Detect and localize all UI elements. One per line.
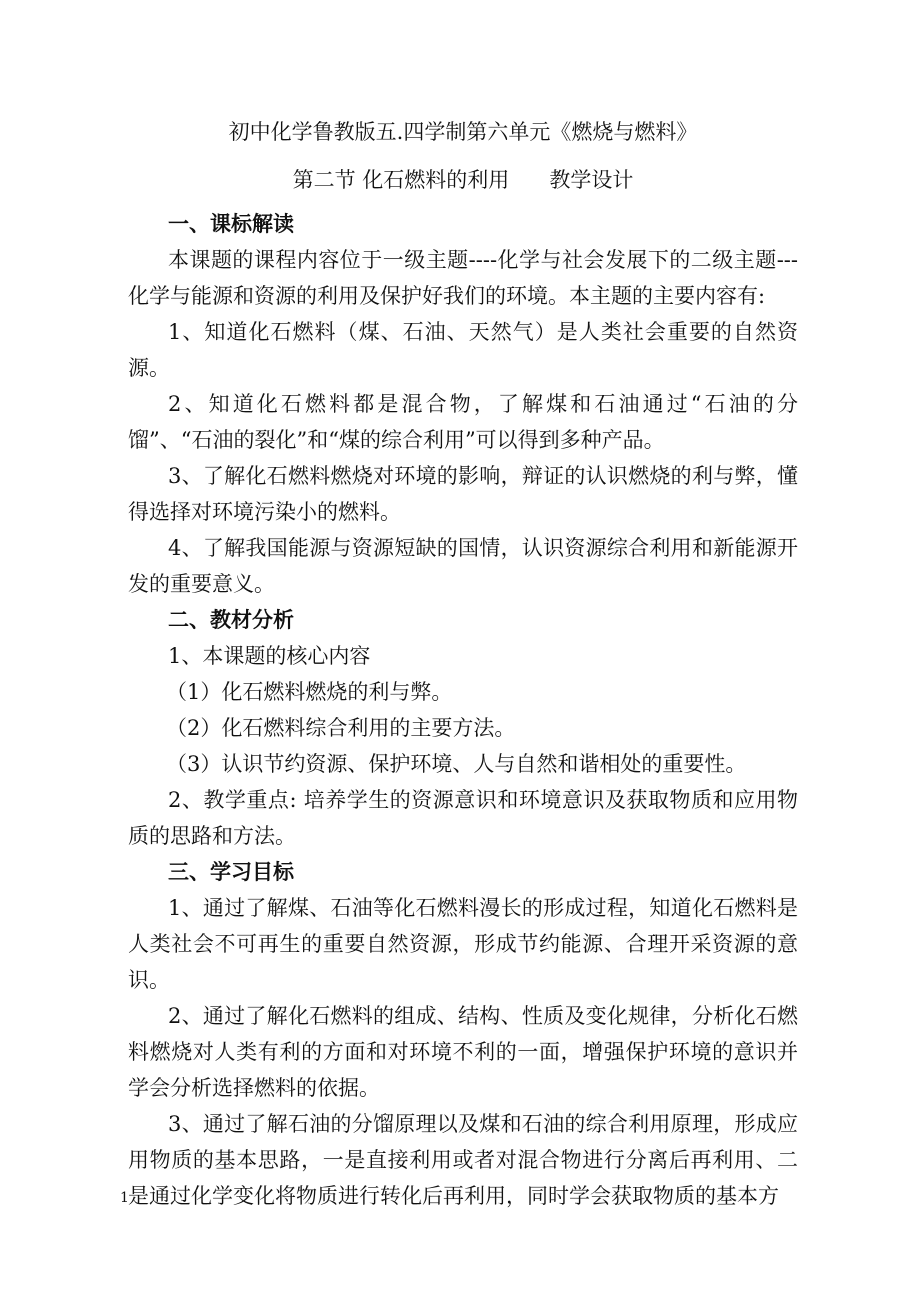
- list-item: 1、通过了解煤、石油等化石燃料漫长的形成过程，知道化石燃料是人类社会不可再生的重要自然资源，形成节约能源、合理开采资源的意识。: [128, 896, 798, 992]
- list-item: 1、知道化石燃料（煤、石油、天然气）是人类社会重要的自然资源。: [128, 320, 798, 380]
- document-title: 初中化学鲁教版五.四学制第六单元《燃烧与燃料》: [228, 120, 698, 144]
- list-item: 2、知道化石燃料都是混合物，了解煤和石油通过“石油的分馏”、“石油的裂化”和“煤的综合利用”可以得到多种产品。: [128, 392, 798, 452]
- list-item: 2、通过了解化石燃料的组成、结构、性质及变化规律，分析化石燃料燃烧对人类有利的方面和对环境不利的一面，增强保护环境的意识并学会分析选择燃料的依据。: [128, 1004, 798, 1100]
- paragraph: 本课题的课程内容位于一级主题----化学与社会发展下的二级主题---化学与能源和资源的利用及保护好我们的环境。本主题的主要内容有:: [128, 248, 798, 308]
- document-subtitle: 第二节 化石燃料的利用 教学设计: [292, 168, 634, 192]
- list-item: 2、教学重点: 培养学生的资源意识和环境意识及获取物质和应用物质的思路和方法。: [128, 788, 798, 848]
- list-item: 1、本课题的核心内容: [168, 644, 371, 668]
- list-item: 3、了解化石燃料燃烧对环境的影响，辩证的认识燃烧的利与弊，懂得选择对环境污染小的燃料。: [128, 464, 798, 524]
- section-curriculum: [128, 206, 798, 602]
- section-learning-objectives: [128, 854, 798, 1214]
- list-item: 3、通过了解石油的分馏原理以及煤和石油的综合利用原理，形成应用物质的基本思路，一是直接利用或者对混合物进行分离后再利用、二是通过化学变化将物质进行转化后再利用，同时学会获取物质的基本方: [128, 1112, 798, 1208]
- document-page: [128, 108, 798, 1214]
- sub-list-item: （3）认识节约资源、保护环境、人与自然和谐相处的重要性。: [166, 752, 747, 776]
- section-heading: 一、课标解读: [168, 211, 294, 236]
- sub-list-item: （2）化石燃料综合利用的主要方法。: [166, 716, 516, 740]
- section-textbook-analysis: [128, 602, 798, 854]
- sub-list-item: （1）化石燃料燃烧的利与弊。: [166, 680, 453, 704]
- section-heading: 三、学习目标: [168, 859, 294, 884]
- page-number: 1: [120, 1190, 129, 1206]
- section-heading: 二、教材分析: [168, 607, 294, 632]
- list-item: 4、了解我国能源与资源短缺的国情，认识资源综合利用和新能源开发的重要意义。: [128, 536, 798, 596]
